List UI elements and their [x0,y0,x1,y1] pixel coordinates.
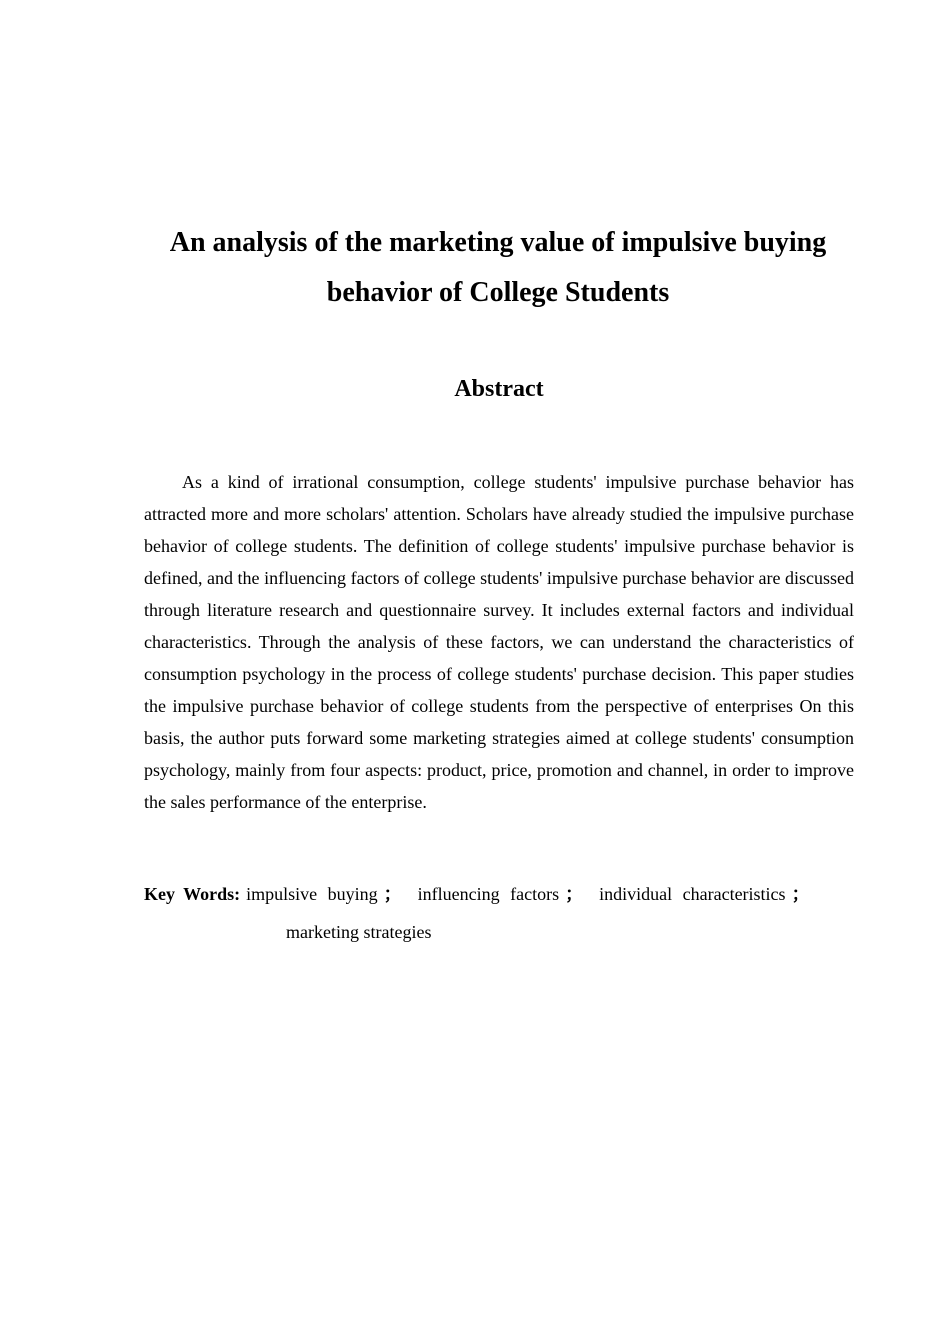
keywords-label: Key Words: [144,884,241,904]
keywords-line [144,880,854,909]
abstract-heading: Abstract [454,376,544,402]
paper-title-line-1: An analysis of the marketing value of impulsive buying [169,227,827,258]
keyword-separator: ； [791,884,810,904]
keyword-separator: ； [383,884,402,904]
keyword-item: individual characteristics [599,884,786,904]
keyword-item: impulsive buying [246,884,378,904]
keyword-item: influencing factors [417,884,560,904]
keyword-item: marketing strategies [286,922,432,942]
keyword-separator: ； [565,884,584,904]
paper-title-line-2: behavior of College Students [326,277,670,308]
paper-title [120,218,876,318]
abstract-body: As a kind of irrational consumption, college students' impulsive purchase behavior has attracted more and more scholars' attention. Scholars have already studied the impulsive purchase behavior of college students. The definition of college students' impulsive purchase behavior is defined, and the influencing factors of college students' impulsive purchase behavior are discussed through literature research and questionnaire survey. It includes external factors and individual characteristics. Through the analysis of these factors, we can understand the characteristics of consumption psychology in the process of college students' purchase decision. This paper studies the impulsive purchase behavior of college students from the perspective of enterprises On this basis, the author puts forward some marketing strategies aimed at college students' consumption psychology, mainly from four aspects: product, price, promotion and channel, in order to improve the sales performance of the enterprise. [144,472,854,812]
